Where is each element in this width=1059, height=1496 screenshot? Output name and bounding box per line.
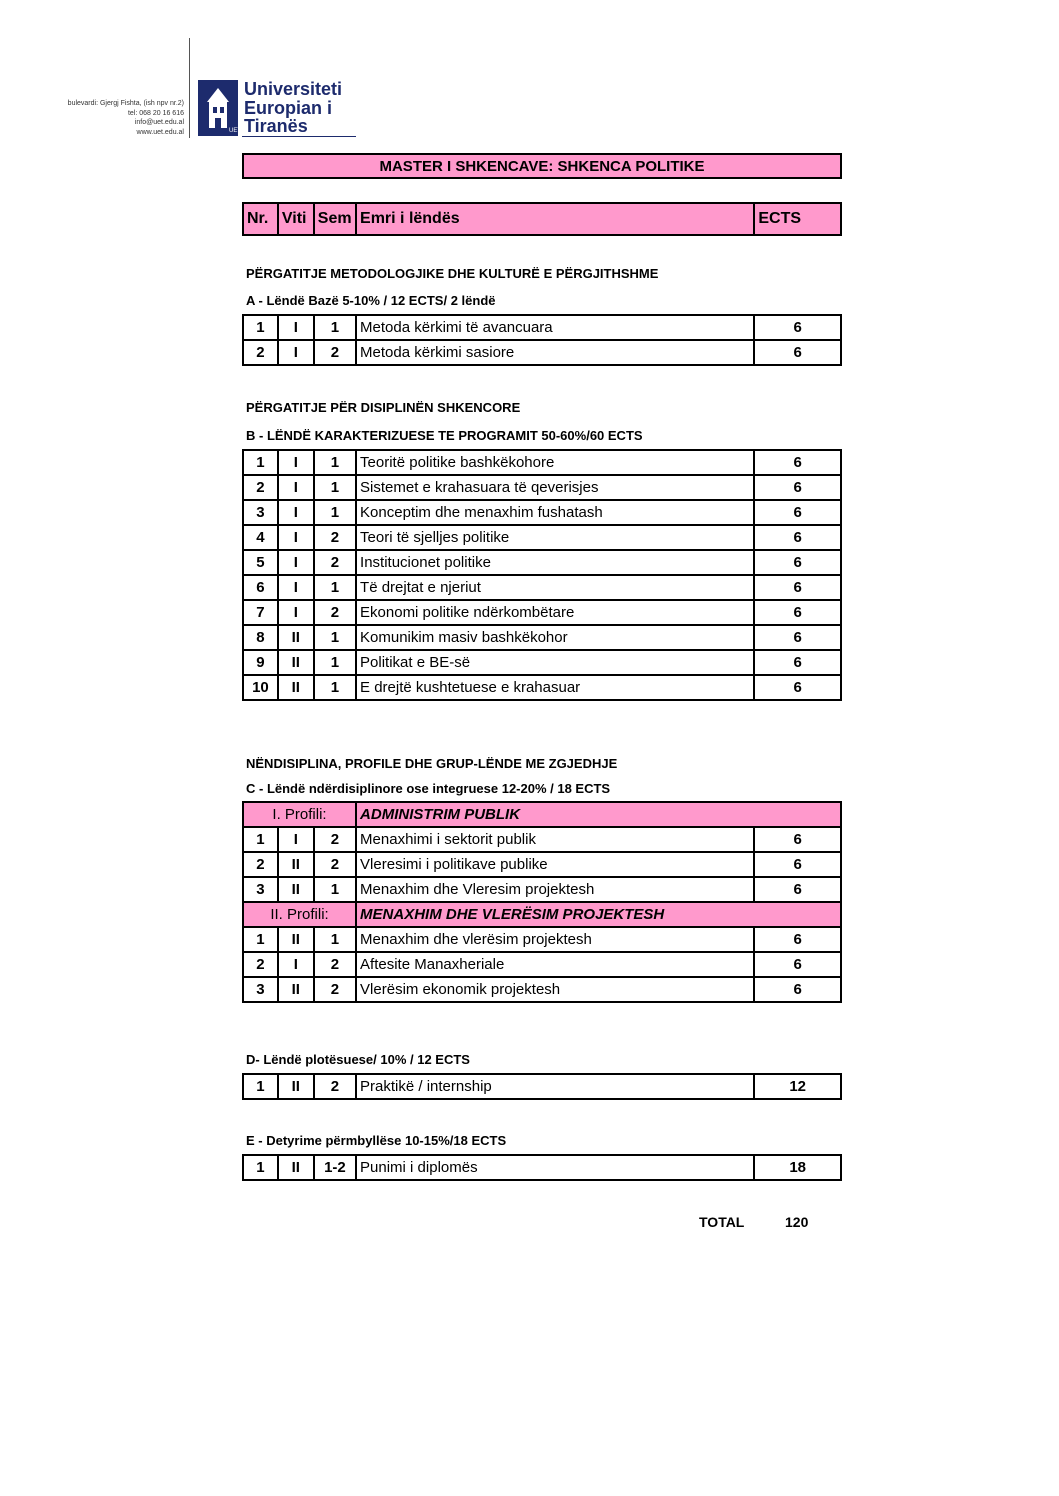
profile-2-label: II. Profili: [243, 902, 356, 927]
course-row [243, 827, 841, 852]
logo-line: Europian i [244, 97, 333, 118]
course-semester: 2 [314, 827, 356, 852]
course-name: Menaxhim dhe vlerësim projektesh [356, 927, 754, 952]
course-row [243, 550, 841, 575]
course-semester: 1 [314, 675, 356, 700]
course-nr: 1 [243, 315, 278, 340]
course-semester: 1 [314, 475, 356, 500]
course-semester: 2 [314, 550, 356, 575]
course-ects: 6 [754, 450, 841, 475]
section-b-heading: B - LËNDË KARAKTERIZUESE TE PROGRAMIT 50-60%/60 ECTS [246, 428, 643, 443]
course-nr: 4 [243, 525, 278, 550]
course-name: Praktikë / internship [356, 1074, 754, 1099]
course-nr: 3 [243, 977, 278, 1002]
course-year: I [278, 525, 314, 550]
header-divider [189, 38, 190, 138]
course-row [243, 500, 841, 525]
course-year: I [278, 952, 314, 977]
course-year: I [278, 575, 314, 600]
header-ects: ECTS [754, 203, 841, 235]
course-name: Teori të sjelljes politike [356, 525, 754, 550]
logo-wordmark [244, 80, 342, 136]
course-name: Sistemet e krahasuara të qeverisjes [356, 475, 754, 500]
course-ects: 6 [754, 340, 841, 365]
course-year: II [278, 650, 314, 675]
course-row [243, 315, 841, 340]
course-nr: 2 [243, 852, 278, 877]
course-row [243, 450, 841, 475]
course-row [243, 927, 841, 952]
course-nr: 6 [243, 575, 278, 600]
course-semester: 1 [314, 650, 356, 675]
course-year: II [278, 927, 314, 952]
course-ects: 6 [754, 525, 841, 550]
profile-1-name: ADMINISTRIM PUBLIK [356, 802, 841, 827]
course-ects: 6 [754, 315, 841, 340]
course-nr: 2 [243, 475, 278, 500]
course-ects: 6 [754, 475, 841, 500]
course-name: Ekonomi politike ndërkombëtare [356, 600, 754, 625]
course-row [243, 600, 841, 625]
column-header-table [242, 202, 842, 236]
total-value: 120 [785, 1214, 809, 1230]
header-nr: Nr. [243, 203, 278, 235]
course-name: Konceptim dhe menaxhim fushatash [356, 500, 754, 525]
course-name: Vleresimi i politikave publike [356, 852, 754, 877]
course-semester: 1 [314, 877, 356, 902]
course-semester: 2 [314, 340, 356, 365]
course-semester: 1 [314, 625, 356, 650]
course-ects: 6 [754, 675, 841, 700]
course-semester: 1 [314, 500, 356, 525]
course-row [243, 475, 841, 500]
section-c-heading: C - Lëndë ndërdisiplinore ose integruese 12-20% / 18 ECTS [246, 781, 611, 796]
section-d-heading: D- Lëndë plotësuese/ 10% / 12 ECTS [246, 1052, 470, 1067]
course-ects: 6 [754, 550, 841, 575]
course-year: I [278, 500, 314, 525]
profile-2-name: MENAXHIM DHE VLERËSIM PROJEKTESH [356, 902, 841, 927]
university-logo [198, 80, 356, 136]
course-name: E drejtë kushtetuese e krahasuar [356, 675, 754, 700]
profile-1-label: I. Profili: [243, 802, 356, 827]
course-year: II [278, 1074, 314, 1099]
course-semester: 2 [314, 977, 356, 1002]
course-year: I [278, 827, 314, 852]
header-emri: Emri i lëndës [356, 203, 754, 235]
course-nr: 1 [243, 1155, 278, 1180]
course-row [243, 525, 841, 550]
course-row [243, 625, 841, 650]
course-row [243, 877, 841, 902]
course-ects: 6 [754, 977, 841, 1002]
course-semester: 2 [314, 600, 356, 625]
course-row [243, 575, 841, 600]
course-ects: 6 [754, 877, 841, 902]
section-c-table [242, 801, 842, 1003]
course-nr: 1 [243, 1074, 278, 1099]
course-nr: 3 [243, 500, 278, 525]
course-row [243, 952, 841, 977]
section-a-heading: A - Lëndë Bazë 5-10% / 12 ECTS/ 2 lëndë [246, 293, 496, 308]
section-heading: PËRGATITJE PËR DISIPLINËN SHKENCORE [246, 400, 521, 415]
section-b-table [242, 449, 842, 701]
course-name: Institucionet politike [356, 550, 754, 575]
section-e-table [242, 1154, 842, 1181]
course-name: Të drejtat e njeriut [356, 575, 754, 600]
course-row [243, 1155, 841, 1180]
section-d-table [242, 1073, 842, 1100]
course-row [243, 977, 841, 1002]
course-ects: 6 [754, 625, 841, 650]
course-year: I [278, 315, 314, 340]
course-year: I [278, 600, 314, 625]
course-year: I [278, 450, 314, 475]
course-nr: 8 [243, 625, 278, 650]
course-nr: 2 [243, 340, 278, 365]
course-ects: 6 [754, 650, 841, 675]
page-title: MASTER I SHKENCAVE: SHKENCA POLITIKE [243, 154, 841, 178]
course-semester: 2 [314, 952, 356, 977]
logo-line: Universiteti [244, 79, 343, 99]
course-row [243, 650, 841, 675]
course-nr: 10 [243, 675, 278, 700]
course-year: II [278, 1155, 314, 1180]
course-nr: 1 [243, 827, 278, 852]
course-year: I [278, 550, 314, 575]
course-ects: 12 [754, 1074, 841, 1099]
course-nr: 7 [243, 600, 278, 625]
course-year: II [278, 977, 314, 1002]
header-sem: Sem [314, 203, 356, 235]
course-name: Politikat e BE-së [356, 650, 754, 675]
course-nr: 2 [243, 952, 278, 977]
course-nr: 9 [243, 650, 278, 675]
address-line: bulevardi: Gjergj Fishta, (ish npv nr.2) [67, 100, 184, 107]
course-semester: 1 [314, 450, 356, 475]
course-semester: 2 [314, 852, 356, 877]
course-row [243, 1074, 841, 1099]
course-semester: 2 [314, 525, 356, 550]
logo-line: Tiranës [244, 116, 308, 136]
course-semester: 1 [314, 315, 356, 340]
course-ects: 6 [754, 927, 841, 952]
course-year: II [278, 852, 314, 877]
course-year: I [278, 475, 314, 500]
course-year: II [278, 675, 314, 700]
course-name: Menaxhim dhe Vleresim projektesh [356, 877, 754, 902]
logo-emblem-icon [198, 80, 241, 136]
total-label: TOTAL [699, 1214, 745, 1230]
university-address [40, 99, 184, 137]
course-year: I [278, 340, 314, 365]
course-semester: 1-2 [314, 1155, 356, 1180]
course-ects: 6 [754, 852, 841, 877]
course-nr: 1 [243, 450, 278, 475]
course-row [243, 675, 841, 700]
section-e-heading: E - Detyrime përmbyllëse 10-15%/18 ECTS [246, 1133, 507, 1148]
svg-text:UET: UET [229, 128, 241, 134]
email-line: info@uet.edu.al [134, 119, 184, 126]
course-ects: 6 [754, 575, 841, 600]
course-name: Komunikim masiv bashkëkohor [356, 625, 754, 650]
course-name: Punimi i diplomës [356, 1155, 754, 1180]
course-name: Vlerësim ekonomik projektesh [356, 977, 754, 1002]
section-heading: PËRGATITJE METODOLOGJIKE DHE KULTURË E PËRGJITHSHME [246, 266, 659, 281]
course-ects: 6 [754, 952, 841, 977]
course-ects: 6 [754, 500, 841, 525]
course-nr: 5 [243, 550, 278, 575]
course-ects: 18 [754, 1155, 841, 1180]
course-nr: 3 [243, 877, 278, 902]
section-a-table [242, 314, 842, 366]
logo-underline [242, 136, 356, 137]
title-table [242, 153, 842, 179]
course-name: Aftesite Manaxheriale [356, 952, 754, 977]
course-semester: 1 [314, 575, 356, 600]
course-year: II [278, 625, 314, 650]
course-semester: 1 [314, 927, 356, 952]
section-heading: NËNDISIPLINA, PROFILE DHE GRUP-LËNDE ME ZGJEDHJE [246, 756, 618, 771]
course-ects: 6 [754, 600, 841, 625]
course-name: Metoda kërkimi të avancuara [356, 315, 754, 340]
website-line: www.uet.edu.al [136, 128, 184, 136]
course-ects: 6 [754, 827, 841, 852]
course-nr: 1 [243, 927, 278, 952]
course-name: Teoritë politike bashkëkohore [356, 450, 754, 475]
course-name: Metoda kërkimi sasiore [356, 340, 754, 365]
header-viti: Viti [278, 203, 314, 235]
course-year: II [278, 877, 314, 902]
course-name: Menaxhimi i sektorit publik [356, 827, 754, 852]
course-semester: 2 [314, 1074, 356, 1099]
course-row [243, 340, 841, 365]
course-row [243, 852, 841, 877]
phone-line: tel: 068 20 16 616 [127, 109, 184, 117]
